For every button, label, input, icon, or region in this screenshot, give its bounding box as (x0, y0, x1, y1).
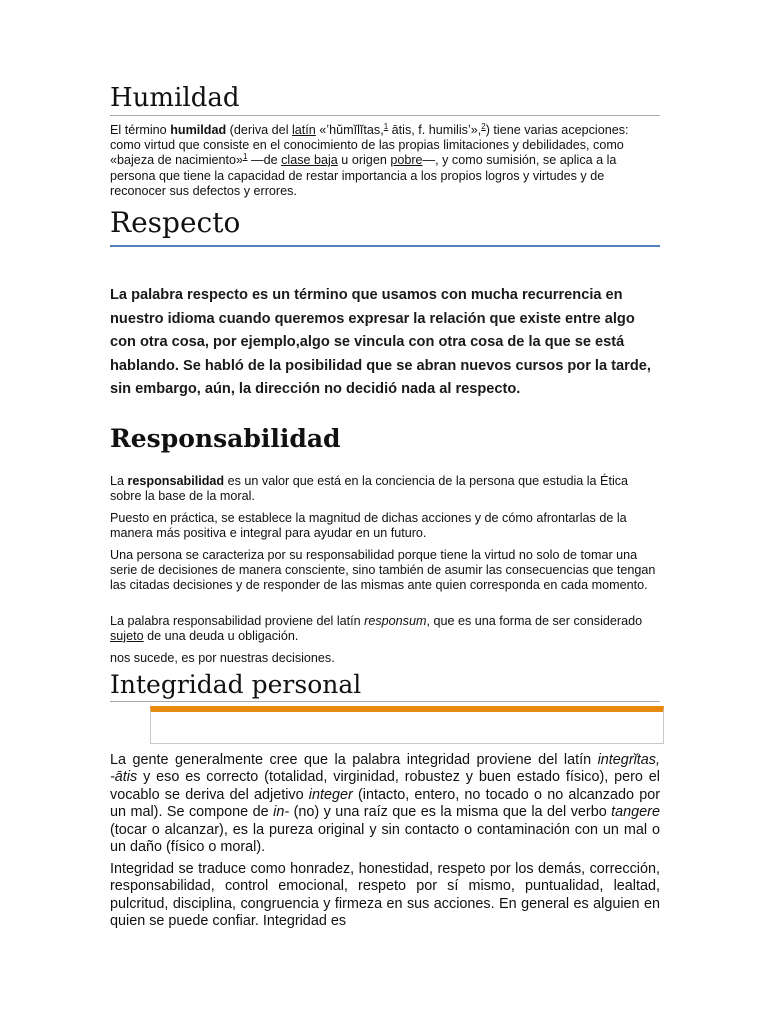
link-sujeto[interactable]: sujeto (110, 628, 144, 643)
ref-1b[interactable]: 1 (243, 152, 248, 162)
paragraph-integridad-1: La gente generalmente cree que la palabra integridad proviene del latín integrĭtas, -ātis y eso es correcto (totalidad, virginidad, robustez y buen estado físico), pero el vocablo se deriva del adjetivo integer (intacto, entero, no tocado o no alcanzado por un mal). Se compone de in- (no) y una raíz que es la misma que la del verbo tangere (tocar o alcanzar), es la pureza original y sin contacto o contaminación con un mal o un daño (físico o moral). (110, 752, 661, 856)
ref-2[interactable]: 2 (481, 121, 486, 131)
paragraph-responsabilidad-4: La palabra responsabilidad proviene del latín responsum, que es una forma de ser considerado sujeto de una deuda u obligación. (110, 614, 643, 643)
empty-frame-box (150, 706, 664, 744)
paragraph-responsabilidad-3: Una persona se caracteriza por su responsabilidad porque tiene la virtud no solo de tomar una serie de decisiones de manera consciente, sino también de asumir las consecuencias que tengan las citadas decisiones y de responder de las mismas ante quien corresponda en cada momento. (110, 548, 656, 592)
ref-1[interactable]: 1 (383, 121, 389, 131)
heading-integridad: Integridad personal (110, 670, 660, 702)
link-pobre[interactable]: pobre (390, 153, 423, 168)
paragraph-integridad-2: Integridad se traduce como honradez, honestidad, respeto por los demás, corrección, responsabilidad, control emocional, respeto por sí mismo, puntualidad, lealtad, pulcritud, disciplina, congruencia y firmeza en sus acciones. En general es alguien en quien se puede confiar. Integridad es (110, 861, 660, 930)
term-responsabilidad: responsabilidad (127, 474, 225, 488)
paragraph-respecto: La palabra respecto es un término que usamos con mucha recurrencia en nuestro idioma cuando queremos expresar la relación que existe entre algo con otra cosa, por ejemplo,algo se vincula con otra cosa de la que se está hablando. Se habló de la posibilidad que se abran nuevos cursos por la tarde, sin embargo, aún, la dirección no decidió nada al respecto. (110, 287, 651, 398)
link-latin[interactable]: latín (292, 123, 316, 137)
heading-responsabilidad: Responsabilidad (110, 424, 341, 453)
paragraph-responsabilidad-2: Puesto en práctica, se establece la magnitud de dichas acciones y de cómo afrontarlas de la manera más positiva e integral para ayudar en un futuro. (110, 511, 627, 540)
paragraph-responsabilidad-1: La responsabilidad es un valor que está en la conciencia de la persona que estudia la Ética sobre la base de la moral. (110, 474, 629, 503)
heading-humildad: Humildad (110, 83, 660, 116)
heading-respecto: Respecto (110, 206, 660, 247)
term-humildad: humildad (170, 123, 227, 137)
paragraph-humildad: El término humildad (deriva del latín «ʽhŭmĭlĭtas,$^1$ ātis, f. humilisʼ»,$^2$) tiene varias acepciones: como virtud que consiste en el conocimiento de las propias limitaciones y debilidades, como «bajeza de nacimiento»$^1$ —de clase baja u origen pobre—, y como sumisión, se aplica a la persona que tiene la capacidad de restar importancia a los propios logros y virtudes y de reconocer sus defectos y errores. (110, 121, 629, 198)
link-clase-baja[interactable]: clase baja (281, 153, 338, 168)
paragraph-responsabilidad-5: nos sucede, es por nuestras decisiones. (110, 651, 335, 665)
